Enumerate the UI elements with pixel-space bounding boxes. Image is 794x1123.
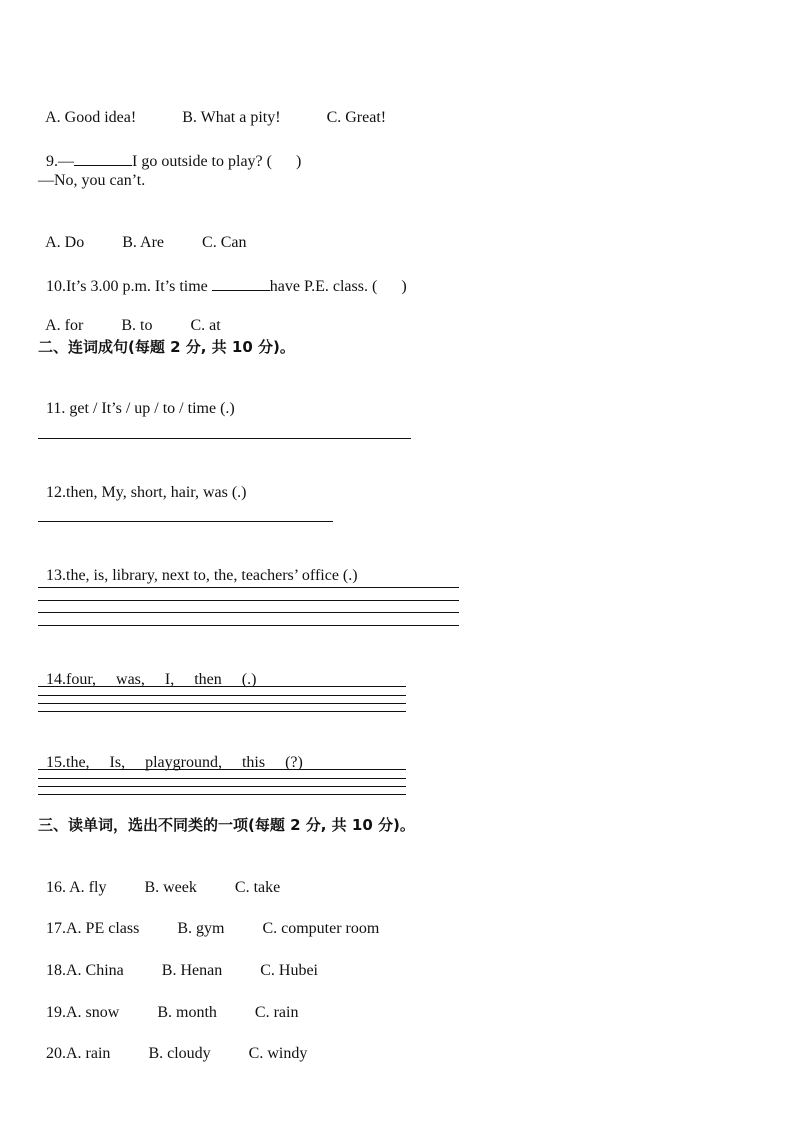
q14-writing-line-2[interactable] [38,695,406,696]
q13-writing-line-1[interactable] [38,587,459,588]
q9-blank[interactable] [74,150,132,166]
q17-number: 17. [46,920,66,937]
q10-option-c: C. at [190,317,221,334]
q18-option-a: A. China [66,962,124,979]
q12-text: then, My, short, hair, was (.) [66,484,247,501]
q19-line [38,983,298,1023]
q9-text: I go outside to play? ( ) [132,153,302,170]
q10-options [38,296,221,336]
q17-option-a: A. PE class [66,920,140,937]
q16-line [38,858,280,898]
q13-writing-line-3[interactable] [38,612,459,613]
q10-text-before: It’s 3.00 p.m. It’s time [66,278,212,295]
q13-text: the, is, library, next to, the, teachers’ office (.) [66,567,358,584]
q19-option-b: B. month [157,1004,217,1021]
q8-option-c: C. Great! [326,109,387,126]
q20-line [38,1024,307,1064]
q11-answer-line[interactable] [38,438,411,439]
q16-option-a: A. fly [66,879,107,896]
q16-option-c: C. take [234,879,281,896]
q14-line [38,650,256,690]
q13-writing-line-4[interactable] [38,625,459,626]
q9-options [38,213,246,253]
q17-option-b: B. gym [177,920,225,937]
q10-text-after: have P.E. class. ( ) [269,278,407,295]
q9-number: 9. [46,153,58,170]
q10-option-b: B. to [121,317,153,334]
q18-number: 18. [46,962,66,979]
section2-title: 二、连词成句(每题 2 分, 共 10 分)。 [38,338,295,356]
q8-option-a: A. Good idea! [45,109,137,126]
q13-writing-line-2[interactable] [38,600,459,601]
q9-question [38,130,301,172]
q20-option-a: A. rain [66,1045,111,1062]
q18-option-b: B. Henan [161,962,223,979]
q13-number: 13. [46,567,66,584]
q10-number: 10. [46,278,66,295]
q16-option-b: B. week [144,879,197,896]
q16-number: 16. [46,879,66,896]
q12-number: 12. [46,484,66,501]
q15-writing-line-4[interactable] [38,794,406,795]
q9-answer: —No, you can’t. [38,172,146,189]
q20-number: 20. [46,1045,66,1062]
q12-answer-line[interactable] [38,521,333,522]
q15-line [38,733,303,773]
q11-text: get / It’s / up / to / time (.) [65,400,235,417]
q19-option-c: C. rain [254,1004,299,1021]
q12-line [38,463,247,503]
q9-option-c: C. Can [202,234,247,251]
q8-options [38,88,386,128]
q15-number: 15. [46,754,66,771]
q15-text: the, Is, playground, this (?) [66,754,303,771]
q15-writing-line-1[interactable] [38,769,406,770]
q10-question [38,255,407,297]
q20-option-b: B. cloudy [148,1045,211,1062]
q9-option-a: A. Do [45,234,85,251]
q14-number: 14. [46,671,66,688]
q9-option-b: B. Are [122,234,165,251]
q10-option-a: A. for [45,317,84,334]
section3-title: 三、读单词，选出不同类的一项(每题 2 分, 共 10 分)。 [38,816,415,834]
q10-blank[interactable] [212,275,270,291]
q11-line [38,379,235,419]
q19-number: 19. [46,1004,66,1021]
q14-writing-line-4[interactable] [38,711,406,712]
q15-writing-line-2[interactable] [38,778,406,779]
q17-option-c: C. computer room [262,920,380,937]
q17-line [38,899,379,939]
q14-writing-line-3[interactable] [38,703,406,704]
q18-option-c: C. Hubei [260,962,318,979]
q14-writing-line-1[interactable] [38,686,406,687]
q13-line [38,546,358,586]
q9-dash: — [58,153,74,170]
q14-text: four, was, I, then (.) [66,671,257,688]
q19-option-a: A. snow [66,1004,120,1021]
q11-number: 11. [46,400,66,417]
q8-option-b: B. What a pity! [182,109,281,126]
q15-writing-line-3[interactable] [38,786,406,787]
q18-line [38,941,318,981]
q20-option-c: C. windy [248,1045,308,1062]
